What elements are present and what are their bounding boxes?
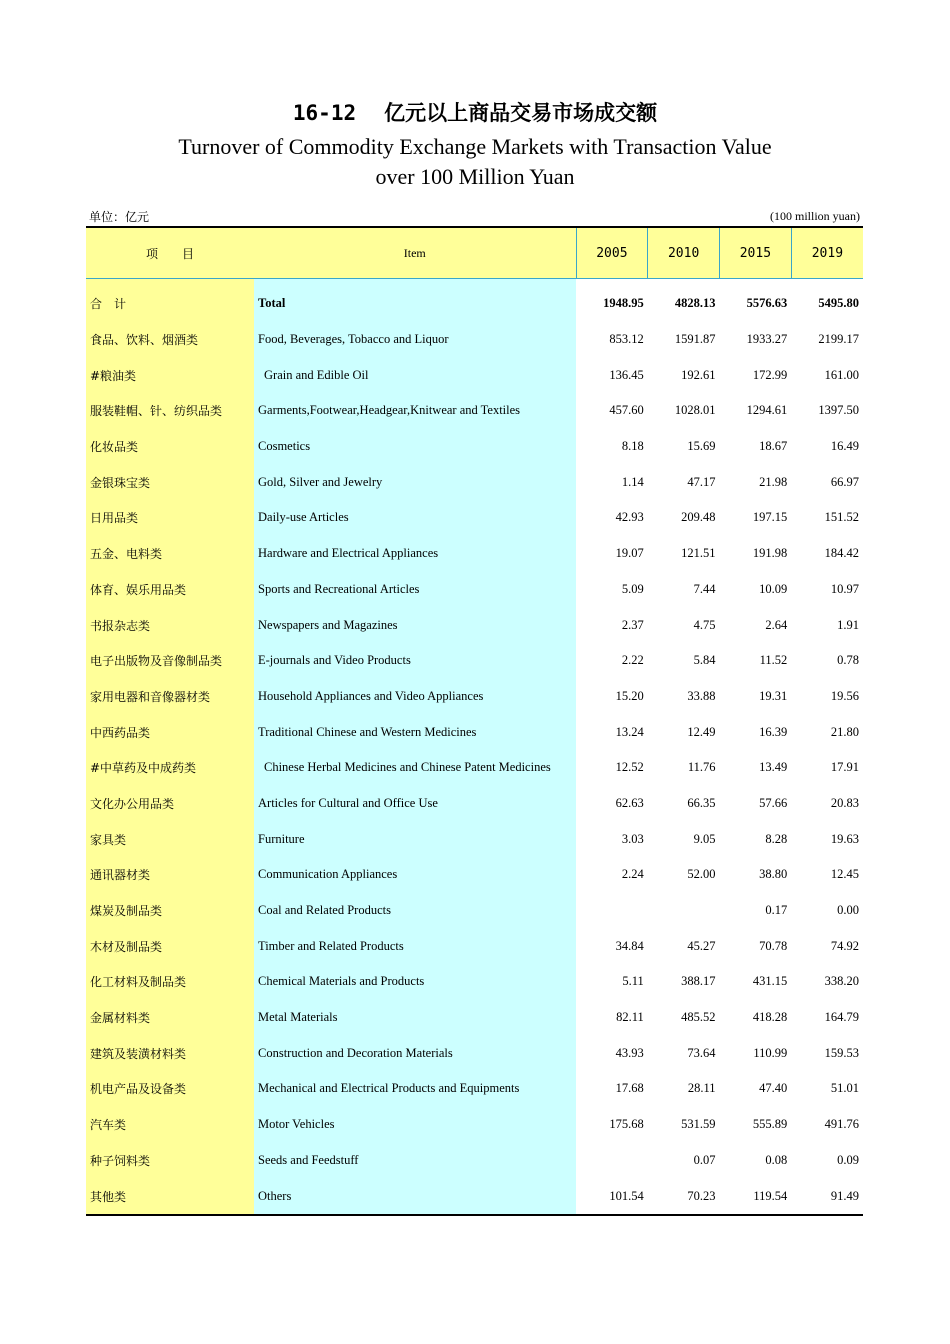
table-row <box>86 607 863 643</box>
value-cell: 338.20 <box>824 974 859 989</box>
table-row <box>86 500 863 536</box>
value-cell: 12.52 <box>615 760 644 775</box>
value-cell: 4.75 <box>693 617 716 632</box>
row-label-chinese: #中草药及中成药类 <box>86 750 254 786</box>
title-chinese-text: 亿元以上商品交易市场成交额 <box>384 101 658 125</box>
value-cell: 13.24 <box>615 724 644 739</box>
value-cell: 2.24 <box>621 867 644 882</box>
title-english-line1: Turnover of Commodity Exchange Markets with Transaction Value <box>178 134 772 159</box>
value-cell: 2.37 <box>621 617 644 632</box>
value-cell: 38.80 <box>759 867 788 882</box>
row-label-english: Traditional Chinese and Western Medicines <box>254 714 576 750</box>
table-row <box>86 643 863 679</box>
table-row <box>86 322 863 358</box>
header-year: 2005 <box>576 227 648 279</box>
value-cell: 491.76 <box>824 1117 859 1132</box>
row-label-chinese: 书报杂志类 <box>86 607 254 643</box>
value-cell: 16.39 <box>759 724 788 739</box>
unit-label-chinese: 单位：亿元 <box>89 210 150 224</box>
row-label-english: Metal Materials <box>254 1000 576 1036</box>
table-row <box>86 1035 863 1071</box>
table-row-total <box>86 286 863 322</box>
row-label-english: Household Appliances and Video Appliances <box>254 679 576 715</box>
row-label-chinese: 家用电器和音像器材类 <box>86 679 254 715</box>
value-cell: 10.97 <box>830 581 859 596</box>
value-cell: 5.09 <box>621 581 644 596</box>
row-label-english: Newspapers and Magazines <box>254 607 576 643</box>
value-cell: 110.99 <box>753 1045 788 1060</box>
value-cell: 13.49 <box>759 760 788 775</box>
row-label-chinese: 木材及制品类 <box>86 928 254 964</box>
value-cell: 8.28 <box>765 831 788 846</box>
value-cell: 70.78 <box>759 938 788 953</box>
row-label-english: Cosmetics <box>254 429 576 465</box>
row-label-english: Sports and Recreational Articles <box>254 572 576 608</box>
value-cell: 12.45 <box>830 867 859 882</box>
row-label-chinese: 化工材料及制品类 <box>86 964 254 1000</box>
value-cell: 19.63 <box>830 831 859 846</box>
value-cell: 47.17 <box>687 474 716 489</box>
table-row <box>86 1178 863 1215</box>
value-cell: 33.88 <box>687 688 716 703</box>
value-cell: 9.05 <box>693 831 716 846</box>
value-cell: 4828.13 <box>674 296 716 311</box>
value-cell: 5.11 <box>622 974 644 989</box>
table-row <box>86 572 863 608</box>
value-cell: 17.91 <box>830 760 859 775</box>
value-cell: 11.52 <box>759 653 788 668</box>
table-row <box>86 1107 863 1143</box>
value-cell: 485.52 <box>681 1010 716 1025</box>
table-row <box>86 714 863 750</box>
table-body <box>86 279 863 1215</box>
value-cell: 11.76 <box>687 760 716 775</box>
value-cell: 853.12 <box>609 332 644 347</box>
value-cell: 45.27 <box>687 938 716 953</box>
value-cell: 184.42 <box>824 546 859 561</box>
value-cell: 62.63 <box>615 795 644 810</box>
table-row <box>86 857 863 893</box>
row-label-chinese: 家具类 <box>86 821 254 857</box>
row-label-chinese: 煤炭及制品类 <box>86 893 254 929</box>
row-label-chinese: 金属材料类 <box>86 1000 254 1036</box>
spacer-row <box>86 279 863 287</box>
value-cell: 1028.01 <box>674 403 716 418</box>
value-cell: 197.15 <box>752 510 788 525</box>
row-label-english: Articles for Cultural and Office Use <box>254 786 576 822</box>
row-label-chinese: 五金、电料类 <box>86 536 254 572</box>
row-label-english: Chemical Materials and Products <box>254 964 576 1000</box>
value-cell: 209.48 <box>681 510 716 525</box>
row-label-chinese: 食品、饮料、烟酒类 <box>86 322 254 358</box>
row-label-english: Others <box>254 1178 576 1215</box>
value-cell: 119.54 <box>720 1178 792 1215</box>
value-cell: 172.99 <box>752 367 788 382</box>
header-year: 2015 <box>720 227 792 279</box>
table-row <box>86 928 863 964</box>
value-cell: 17.68 <box>615 1081 644 1096</box>
value-cell: 15.69 <box>687 439 716 454</box>
title-english-line2: over 100 Million Yuan <box>375 164 575 189</box>
unit-label-english: (100 million yuan) <box>770 209 860 223</box>
value-cell: 0.08 <box>765 1152 788 1167</box>
value-cell: 52.00 <box>687 867 716 882</box>
value-cell: 2.64 <box>765 617 788 632</box>
value-cell: 418.28 <box>752 1010 788 1025</box>
table-number: 16-12 <box>292 101 357 125</box>
value-cell <box>576 1143 648 1179</box>
page-title-chinese <box>0 97 950 127</box>
value-cell: 21.98 <box>759 474 788 489</box>
value-cell: 57.66 <box>759 795 788 810</box>
table-row <box>86 893 863 929</box>
row-label-chinese: 机电产品及设备类 <box>86 1071 254 1107</box>
value-cell: 531.59 <box>681 1117 716 1132</box>
row-label-english: Motor Vehicles <box>254 1107 576 1143</box>
table-row <box>86 464 863 500</box>
value-cell: 5.84 <box>693 653 716 668</box>
table-row <box>86 679 863 715</box>
page-title-english <box>0 132 950 192</box>
value-cell: 1397.50 <box>818 403 859 418</box>
row-label-english: Chinese Herbal Medicines and Chinese Patent Medicines <box>254 750 576 786</box>
value-cell: 12.49 <box>687 724 716 739</box>
table-row <box>86 429 863 465</box>
row-label-chinese: 中西药品类 <box>86 714 254 750</box>
header-item-chinese: 项 目 <box>86 227 254 279</box>
value-cell: 19.31 <box>759 688 788 703</box>
table-row <box>86 1000 863 1036</box>
row-label-chinese: #粮油类 <box>86 357 254 393</box>
value-cell: 16.49 <box>830 439 859 454</box>
value-cell: 91.49 <box>791 1178 863 1215</box>
value-cell: 2199.17 <box>818 332 859 347</box>
value-cell: 19.07 <box>615 546 644 561</box>
row-label-english: Construction and Decoration Materials <box>254 1035 576 1071</box>
value-cell: 47.40 <box>759 1081 788 1096</box>
value-cell: 431.15 <box>752 974 788 989</box>
table-row <box>86 750 863 786</box>
row-label-chinese: 种子饲料类 <box>86 1143 254 1179</box>
value-cell: 3.03 <box>621 831 644 846</box>
table-row <box>86 786 863 822</box>
value-cell: 15.20 <box>615 688 644 703</box>
value-cell: 0.00 <box>837 903 859 918</box>
value-cell <box>648 893 720 929</box>
row-label-english: Total <box>254 286 576 322</box>
table-header-row <box>86 227 863 279</box>
value-cell: 175.68 <box>609 1117 644 1132</box>
value-cell: 0.17 <box>765 903 788 918</box>
value-cell: 555.89 <box>752 1117 788 1132</box>
value-cell: 82.11 <box>616 1010 644 1025</box>
row-label-english: Coal and Related Products <box>254 893 576 929</box>
value-cell: 388.17 <box>681 974 716 989</box>
header-item-english: Item <box>254 227 576 279</box>
value-cell: 101.54 <box>576 1178 648 1215</box>
row-label-english: Communication Appliances <box>254 857 576 893</box>
value-cell: 8.18 <box>621 439 644 454</box>
value-cell: 43.93 <box>615 1045 644 1060</box>
value-cell: 457.60 <box>609 403 644 418</box>
value-cell: 1591.87 <box>674 332 716 347</box>
row-label-english: Gold, Silver and Jewelry <box>254 464 576 500</box>
table-row <box>86 1143 863 1179</box>
row-label-chinese: 服装鞋帽、针、纺织品类 <box>86 393 254 429</box>
table-row <box>86 536 863 572</box>
row-label-english: Garments,Footwear,Headgear,Knitwear and Textiles <box>254 393 576 429</box>
value-cell: 21.80 <box>830 724 859 739</box>
value-cell: 191.98 <box>752 546 788 561</box>
header-year: 2010 <box>648 227 720 279</box>
value-cell: 7.44 <box>693 581 716 596</box>
value-cell: 34.84 <box>615 938 644 953</box>
table-row <box>86 964 863 1000</box>
value-cell: 28.11 <box>687 1081 716 1096</box>
value-cell: 66.97 <box>830 474 859 489</box>
row-label-chinese: 合 计 <box>86 286 254 322</box>
value-cell: 5576.63 <box>746 296 788 311</box>
value-cell: 0.07 <box>693 1152 716 1167</box>
value-cell: 10.09 <box>759 581 788 596</box>
value-cell: 1948.95 <box>603 296 644 311</box>
row-label-chinese: 体育、娱乐用品类 <box>86 572 254 608</box>
row-label-chinese: 其他类 <box>86 1178 254 1215</box>
row-label-english: Mechanical and Electrical Products and Equipments <box>254 1071 576 1107</box>
value-cell: 70.23 <box>648 1178 720 1215</box>
value-cell: 121.51 <box>681 546 716 561</box>
table-row <box>86 821 863 857</box>
value-cell: 136.45 <box>609 367 644 382</box>
value-cell: 73.64 <box>687 1045 716 1060</box>
value-cell: 42.93 <box>615 510 644 525</box>
value-cell: 164.79 <box>824 1010 859 1025</box>
row-label-english: Food, Beverages, Tobacco and Liquor <box>254 322 576 358</box>
value-cell: 159.53 <box>824 1045 859 1060</box>
row-label-english: Daily-use Articles <box>254 500 576 536</box>
value-cell: 161.00 <box>824 367 859 382</box>
value-cell: 1933.27 <box>746 332 788 347</box>
value-cell: 1.14 <box>621 474 644 489</box>
row-label-english: Furniture <box>254 821 576 857</box>
row-label-chinese: 通讯器材类 <box>86 857 254 893</box>
value-cell: 51.01 <box>830 1081 859 1096</box>
row-label-english: E-journals and Video Products <box>254 643 576 679</box>
turnover-table <box>86 226 863 1216</box>
value-cell: 18.67 <box>759 439 788 454</box>
row-label-english: Grain and Edible Oil <box>254 357 576 393</box>
value-cell: 1294.61 <box>746 403 788 418</box>
value-cell: 151.52 <box>824 510 859 525</box>
row-label-english: Timber and Related Products <box>254 928 576 964</box>
row-label-english: Seeds and Feedstuff <box>254 1143 576 1179</box>
table-row <box>86 393 863 429</box>
table-row <box>86 1071 863 1107</box>
value-cell: 66.35 <box>687 795 716 810</box>
row-label-chinese: 电子出版物及音像制品类 <box>86 643 254 679</box>
row-label-chinese: 汽车类 <box>86 1107 254 1143</box>
value-cell: 0.78 <box>837 653 859 668</box>
value-cell: 20.83 <box>830 795 859 810</box>
row-label-chinese: 建筑及装潢材料类 <box>86 1035 254 1071</box>
value-cell: 2.22 <box>621 653 644 668</box>
value-cell: 192.61 <box>681 367 716 382</box>
row-label-chinese: 文化办公用品类 <box>86 786 254 822</box>
value-cell: 5495.80 <box>818 296 859 311</box>
row-label-english: Hardware and Electrical Appliances <box>254 536 576 572</box>
row-label-chinese: 化妆品类 <box>86 429 254 465</box>
value-cell: 74.92 <box>830 938 859 953</box>
row-label-chinese: 日用品类 <box>86 500 254 536</box>
value-cell: 19.56 <box>830 688 859 703</box>
value-cell: 1.91 <box>837 617 859 632</box>
row-label-chinese: 金银珠宝类 <box>86 464 254 500</box>
value-cell <box>576 893 648 929</box>
value-cell: 0.09 <box>837 1152 859 1167</box>
header-year: 2019 <box>791 227 863 279</box>
table-row <box>86 357 863 393</box>
